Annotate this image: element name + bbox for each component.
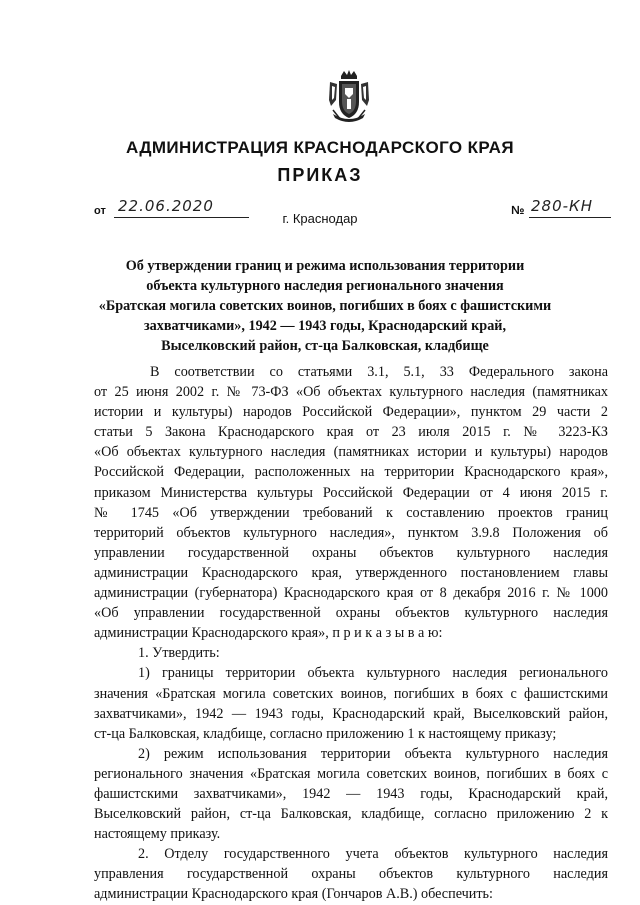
body-line: территорий объектов культурного наследия», пунктом 3.9.8 Положения об [94,524,608,541]
body-line: 2. Отделу государственного учета объектов культурного наследия [138,846,608,863]
handwritten-number: 280-КН [531,197,593,215]
title-line: захватчиками», 1942 — 1943 годы, Краснодарский край, [143,318,507,334]
city: г. Краснодар [282,211,358,226]
body-line: статьи 5 Закона Краснодарского края от 23 июля 2015 г. № 3223-КЗ [94,424,608,441]
body-line: администрации Краснодарского края», п р и к а з ы в а ю: [94,625,443,642]
krasnodar-coat-of-arms-icon [327,70,371,126]
body-line: администрации (губернатора) Краснодарского края от 8 декабря 2016 г. № 1000 [94,585,608,602]
title-line: «Братская могила советских воинов, погибших в боях с фашистскими [98,298,552,314]
body-line: администрации Краснодарского края (Гончаров А.В.) обеспечить: [94,886,493,903]
body-line: Выселковский район, ст-ца Балковская, кладбище, согласно приложению 2 к [94,806,608,823]
administration-title: АДМИНИСТРАЦИЯ КРАСНОДАРСКОГО КРАЯ [126,138,514,157]
body-line: управления государственной охраны объектов культурного наследия [94,866,608,883]
number-prefix: № [511,203,525,217]
body-line: 1) границы территории объекта культурного наследия регионального [138,665,608,682]
body-line: значения «Братская могила советских воинов, погибших в боях с фашистскими [94,685,608,702]
body-line: «Об управлении государственной охраны объектов культурного наследия [94,605,608,622]
body-line: «Об объектах культурного наследия (памятниках истории и культуры) народов [94,444,608,461]
body-line: администрации Краснодарского края, утвержденного постановлением главы [94,564,608,581]
body-line: истории и культуры) народов Российской Федерации», пунктом 29 части 2 [94,404,608,421]
body-line: № 1745 «Об утверждении требований к составлению проектов границ [94,504,608,521]
title-line: объекта культурного наследия регионального значения [146,278,504,294]
title-line: Об утверждении границ и режима использования территории [125,258,525,274]
body-line: фашистскими захватчиками», 1942 — 1943 годы, Краснодарский край, [94,785,608,802]
body-line: приказом Министерства культуры Российской Федерации от 4 июня 2015 г. [94,484,608,501]
body-line: 2) режим использования территории объекта культурного наследия [138,745,608,762]
title-line: Выселковский район, ст-ца Балковская, кладбище [161,338,489,354]
body-line: управлении государственной охраны объектов культурного наследия [94,544,608,561]
document-type: ПРИКАЗ [277,165,363,185]
body-line: регионального значения «Братская могила советских воинов, погибших в боях с [94,765,608,782]
body-line: от 25 июня 2002 г. № 73-ФЗ «Об объектах культурного наследия (памятниках [94,384,608,401]
body-line: ст-ца Балковская, кладбище, согласно приложению 1 к настоящему приказу; [94,725,557,742]
order-title [90,256,560,356]
body-line: настоящему приказу. [94,826,221,843]
date-prefix: от [94,205,106,217]
handwritten-date: 22.06.2020 [118,197,214,215]
body-line: 1. Утвердить: [138,645,220,662]
body-line: Российской Федерации, расположенных на территории Краснодарского края», [94,464,608,481]
body-line: захватчиками», 1942 — 1943 годы, Краснодарский край, Выселковский район, [94,705,608,722]
order-body [94,362,608,905]
body-line: В соответствии со статьями 3.1, 5.1, 33 Федерального закона [150,364,608,380]
